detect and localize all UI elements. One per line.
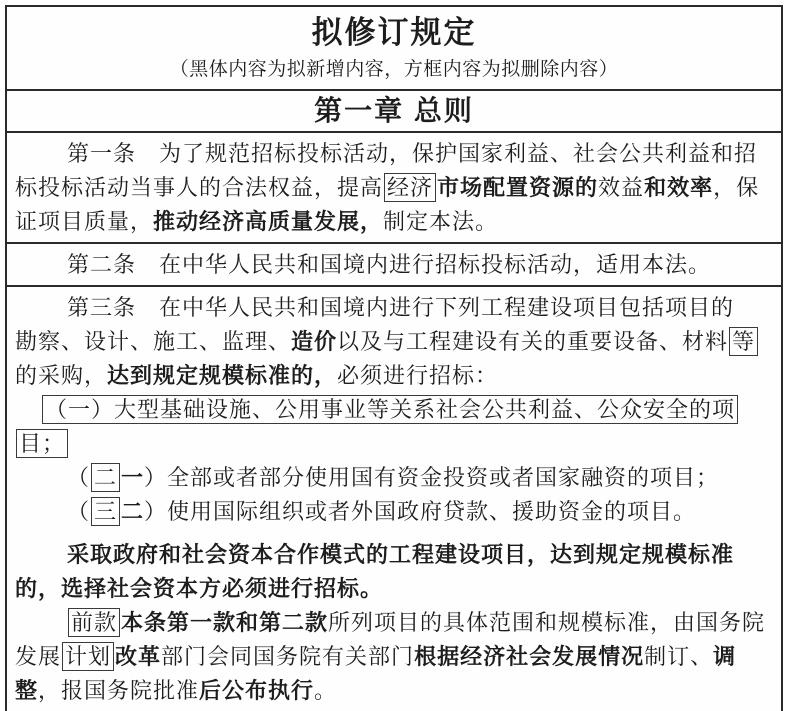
inserted-text: 达到规定规模标准的，: [107, 363, 338, 388]
inserted-text: 造价: [291, 329, 338, 354]
inserted-text: 改革: [115, 644, 162, 669]
text-segment: ，报国务院批准: [38, 678, 200, 703]
inserted-text: 市场配置资源的: [437, 175, 599, 200]
text-line: [15, 393, 773, 427]
article-1: [7, 131, 781, 242]
text-line: [15, 674, 773, 708]
chapter-heading: 第一章 总则: [314, 95, 474, 126]
inserted-text: 调: [713, 644, 737, 669]
text-line: [15, 606, 773, 640]
text-line: [15, 325, 773, 359]
text-segment: ，保: [713, 175, 760, 200]
text-line: [15, 461, 773, 495]
text-line: [15, 359, 773, 393]
text-line: [15, 171, 773, 205]
legend-note: （黑体内容为拟新增内容，方框内容为拟删除内容）: [169, 59, 619, 80]
text-segment: 以及与工程建设有关的重要设备、材料: [337, 329, 729, 354]
text-line: [15, 205, 773, 239]
text-segment: ）全部或者部分使用国有资金投资或者国家融资的项目；: [144, 465, 720, 490]
inserted-text: 整: [15, 678, 39, 703]
text-line: [15, 572, 773, 606]
deleted-text: 目；: [16, 429, 68, 458]
text-segment: 第一条 为了规范招标投标活动，保护国家利益、社会公共利益和招: [67, 141, 758, 166]
table-row-chapter: [7, 89, 781, 131]
inserted-text: 一: [121, 465, 145, 490]
text-segment: 所列项目的具体范围和规模标准，由国务院: [328, 610, 766, 635]
text-segment: 发展: [15, 644, 62, 669]
text-segment: （: [67, 465, 91, 490]
inserted-text: 根据经济社会发展情况: [414, 644, 645, 669]
text-segment: 部门会同国务院有关部门: [161, 644, 415, 669]
inserted-text: 推动经济高质量发展，: [153, 209, 384, 234]
inserted-text: 和效率: [644, 175, 714, 200]
article-2: [7, 242, 781, 285]
inserted-text: 的，选择社会资本方必须进行招标。: [15, 576, 384, 601]
text-line: [15, 291, 773, 325]
deleted-text: 计划: [62, 642, 114, 671]
text-segment: 标投标活动当事人的合法权益，提高: [15, 175, 384, 200]
text-line: [15, 248, 773, 282]
text-segment: 制订、: [644, 644, 714, 669]
text-segment: 效益: [598, 175, 645, 200]
text-segment: 勘察、设计、施工、监理、: [15, 329, 292, 354]
text-segment: ）使用国际组织或者外国政府贷款、援助资金的项目。: [144, 499, 697, 524]
text-segment: 。: [314, 678, 338, 703]
document-table: [5, 5, 783, 711]
inserted-text: 本条第一款和第二款: [121, 610, 329, 635]
text-segment: 的采购，: [15, 363, 108, 388]
deleted-text: 三: [91, 497, 120, 526]
text-line: [15, 640, 773, 674]
text-segment: 第二条 在中华人民共和国境内进行招标投标活动，适用本法。: [67, 252, 712, 277]
inserted-text: 采取政府和社会资本合作模式的工程建设项目，达到规定规模标准: [67, 542, 735, 567]
text-segment: （: [67, 499, 91, 524]
text-segment: 制定本法。: [383, 209, 499, 234]
inserted-text: 后公布执行: [199, 678, 315, 703]
text-segment: 证项目质量，: [15, 209, 154, 234]
deleted-text: 经济: [384, 173, 436, 202]
text-segment: 第三条 在中华人民共和国境内进行下列工程建设项目包括项目的: [67, 295, 735, 320]
text-line: [15, 495, 773, 529]
inserted-text: 二: [121, 499, 145, 524]
page-title: 拟修订规定: [311, 15, 477, 50]
deleted-text: （一）大型基础设施、公用事业等关系社会公共利益、公众安全的项: [42, 395, 738, 424]
text-segment: 必须进行招标：: [337, 363, 499, 388]
text-line: [15, 538, 773, 572]
text-line: [15, 137, 773, 171]
deleted-text: 二: [91, 463, 120, 492]
article-3: [7, 285, 781, 711]
deleted-text: 前款: [68, 608, 120, 637]
text-line: [15, 427, 773, 461]
table-row-header: [7, 7, 781, 89]
deleted-text: 等: [729, 327, 758, 356]
